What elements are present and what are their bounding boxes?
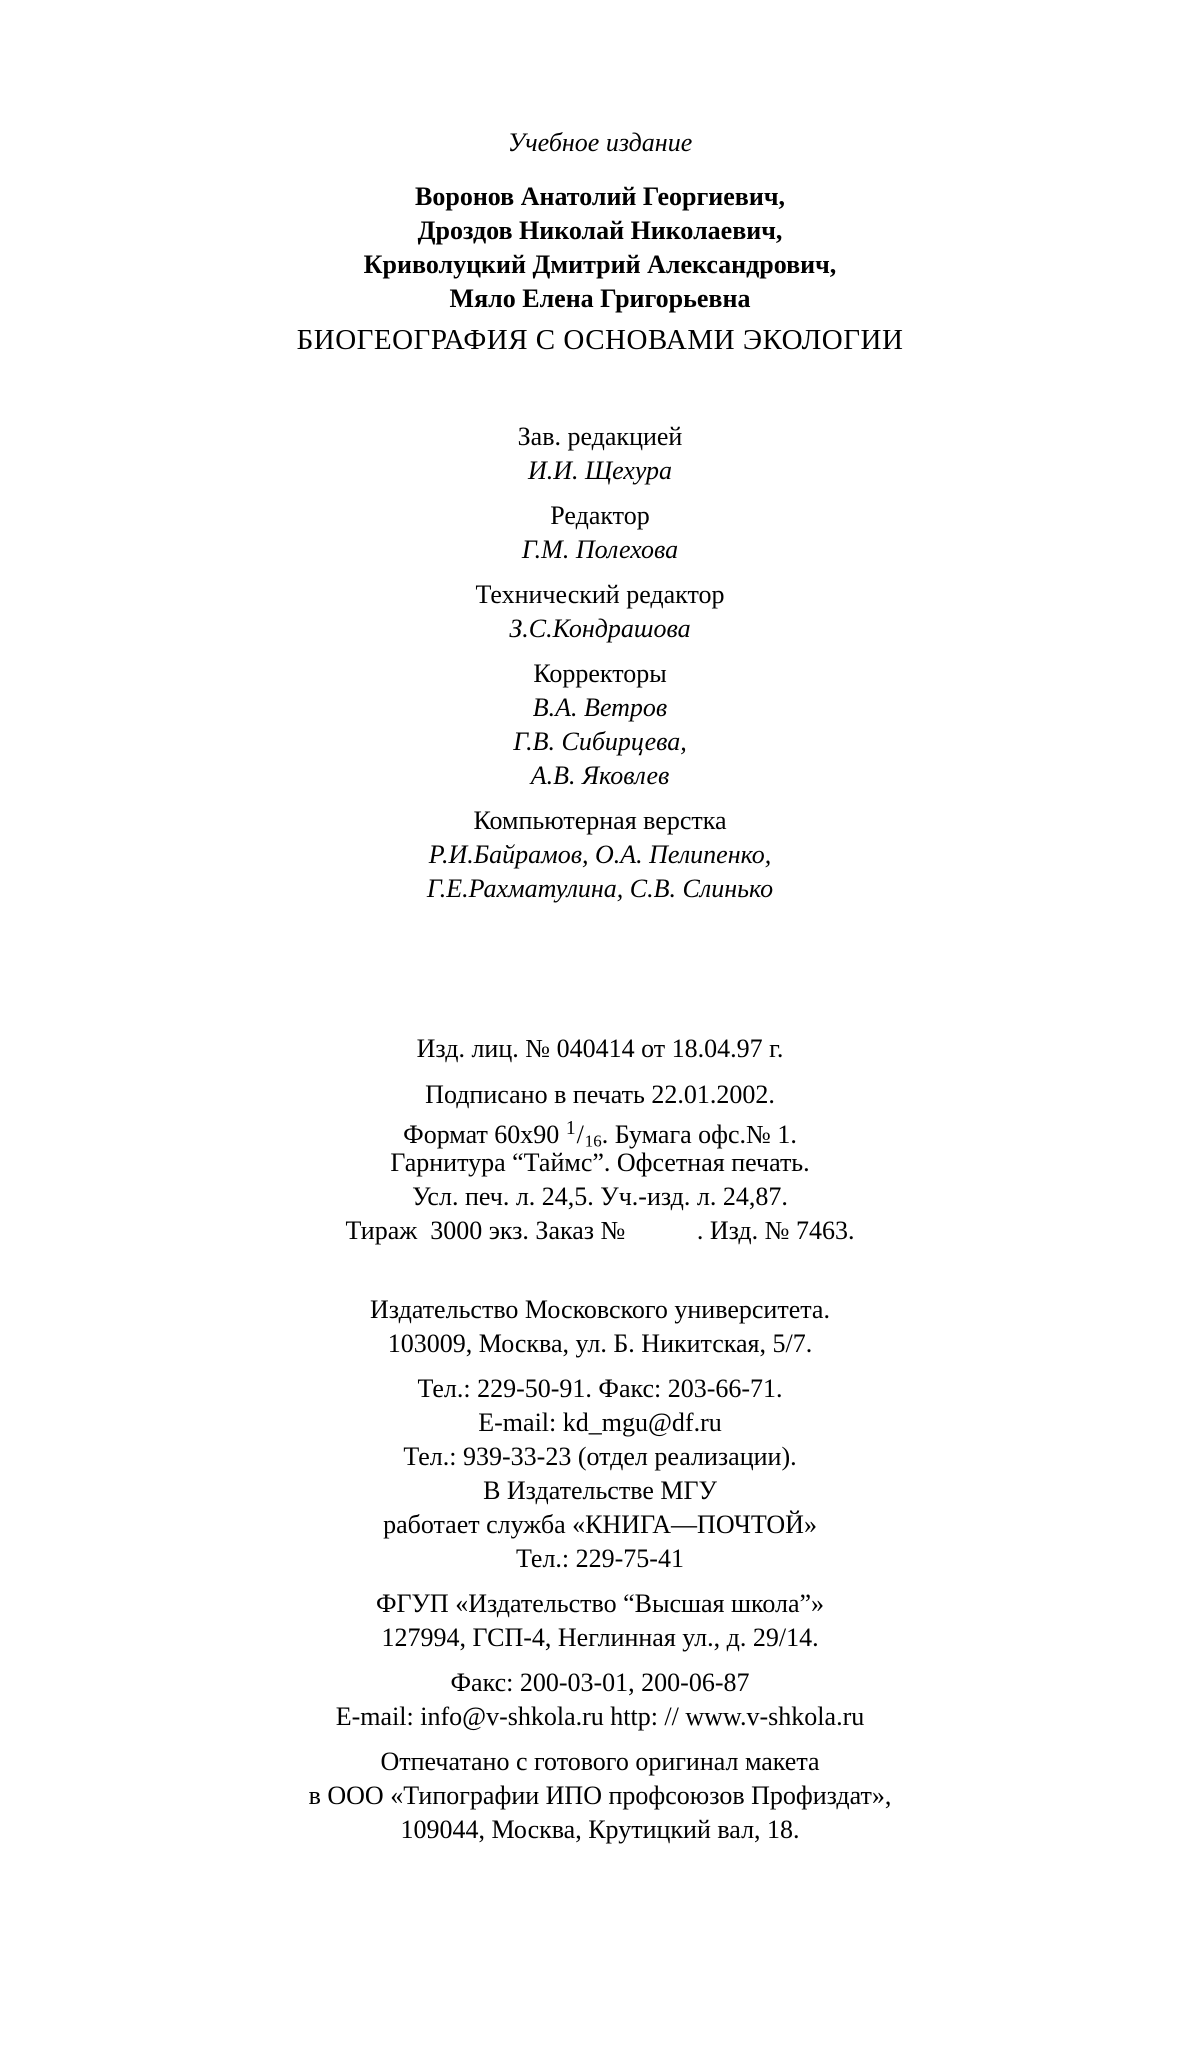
credit-role: Зав. редакцией <box>517 422 683 451</box>
publisher-name: Издательство Московского университета. <box>370 1295 830 1324</box>
format-fraction: $^1/_{16}$ <box>565 1118 602 1151</box>
credit-name: Г.В. Сибирцева, <box>513 727 687 756</box>
publisher-email: E-mail: kd_mgu@df.ru <box>478 1408 722 1437</box>
service-line: В Издательстве МГУ <box>483 1476 717 1505</box>
series-label: Учебное издание <box>507 128 693 157</box>
copublisher-fax: Факс: 200-03-01, 200-06-87 <box>450 1668 750 1697</box>
credit-role: Редактор <box>550 501 650 530</box>
copublisher-web: E-mail: info@v-shkola.ru http: // www.v-shkola.ru <box>335 1702 865 1731</box>
credit-name: Г.М. Полехова <box>521 535 679 564</box>
format-suffix: . Бумага офс.№ 1. <box>601 1119 797 1149</box>
service-phone: Тел.: 229-75-41 <box>516 1544 684 1573</box>
credit-name: И.И. Щехура <box>527 456 673 485</box>
format-denominator: 16 <box>584 1131 602 1151</box>
author-line: Воронов Анатолий Георгиевич, <box>415 182 785 211</box>
printer-line: в ООО «Типографии ИПО профсоюзов Профиздат», <box>308 1781 892 1810</box>
credit-name: Р.И.Байрамов, О.А. Пелипенко, <box>428 840 772 869</box>
format-prefix: Формат 60х90 <box>403 1119 560 1149</box>
credit-role: Технический редактор <box>475 580 725 609</box>
credit-name: А.В. Яковлев <box>530 761 670 790</box>
copublisher-name: ФГУП «Издательство “Высшая школа”» <box>375 1589 825 1618</box>
credit-role: Корректоры <box>533 659 667 688</box>
copublisher-address: 127994, ГСП-4, Неглинная ул., д. 29/14. <box>381 1623 819 1652</box>
book-title: БИОГЕОГРАФИЯ С ОСНОВАМИ ЭКОЛОГИИ <box>296 324 904 356</box>
publisher-phone: Тел.: 229-50-91. Факс: 203-66-71. <box>417 1374 783 1403</box>
printer-line: 109044, Москва, Крутицкий вал, 18. <box>400 1815 800 1844</box>
typeface-line: Гарнитура “Таймс”. Офсетная печать. <box>390 1148 810 1177</box>
credit-name: З.С.Кондрашова <box>509 614 691 643</box>
author-line: Криволуцкий Дмитрий Александрович, <box>363 250 837 279</box>
publisher-address: 103009, Москва, ул. Б. Никитская, 5/7. <box>387 1329 813 1358</box>
author-line: Дроздов Николай Николаевич, <box>417 216 783 245</box>
credit-role: Компьютерная верстка <box>473 806 727 835</box>
license-line: Изд. лиц. № 040414 от 18.04.97 г. <box>416 1034 784 1063</box>
credit-name: В.А. Ветров <box>532 693 668 722</box>
printer-line: Отпечатано с готового оригинал макета <box>380 1747 820 1776</box>
format-numerator: 1 <box>565 1118 576 1139</box>
sheets-line: Усл. печ. л. 24,5. Уч.-изд. л. 24,87. <box>412 1182 788 1211</box>
sales-phone: Тел.: 939-33-23 (отдел реализации). <box>403 1442 797 1471</box>
signed-line: Подписано в печать 22.01.2002. <box>425 1080 775 1109</box>
credit-name: Г.Е.Рахматулина, С.В. Слинько <box>426 874 774 903</box>
author-line: Мяло Елена Григорьевна <box>449 284 751 313</box>
service-line: работает служба «КНИГА—ПОЧТОЙ» <box>383 1510 817 1539</box>
print-run-line: Тираж 3000 экз. Заказ № . Изд. № 7463. <box>345 1216 855 1245</box>
